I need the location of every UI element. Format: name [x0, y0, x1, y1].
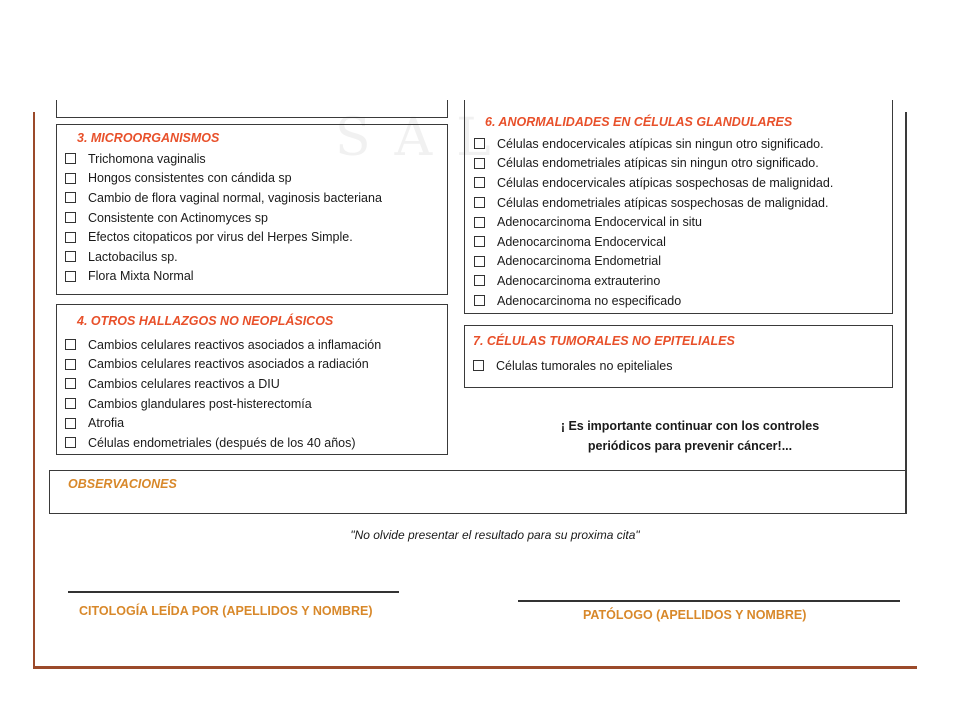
checkbox-item[interactable]: [474, 193, 833, 213]
checkbox-item[interactable]: [65, 208, 382, 228]
frame-bottom-border: [33, 666, 917, 669]
checkbox-label: Atrofia: [88, 416, 125, 431]
checkbox[interactable]: [65, 359, 76, 370]
reminder-quote: "No olvide presentar el resultado para su proxima cita": [350, 528, 640, 542]
section-title: 7. CÉLULAS TUMORALES NO EPITELIALES: [473, 334, 735, 348]
checkbox-label: Hongos consistentes con cándida sp: [88, 171, 292, 186]
checkbox-item[interactable]: [474, 212, 833, 232]
checkbox-item[interactable]: [474, 173, 833, 193]
checkbox[interactable]: [65, 153, 76, 164]
checkbox-item[interactable]: [474, 271, 833, 291]
checkbox[interactable]: [474, 138, 485, 149]
observaciones-box: [49, 470, 907, 514]
checkbox-item[interactable]: [474, 134, 833, 154]
checkbox-item[interactable]: [65, 188, 382, 208]
checkbox-label: Adenocarcinoma extrauterino: [497, 273, 661, 288]
checkbox-item[interactable]: [65, 355, 381, 375]
section-anormalidades-glandulares: [464, 100, 893, 314]
checkbox[interactable]: [473, 360, 484, 371]
checkbox[interactable]: [65, 339, 76, 350]
checkbox-item[interactable]: [474, 252, 833, 272]
checkbox[interactable]: [65, 212, 76, 223]
signature-label-right: PATÓLOGO (APELLIDOS Y NOMBRE): [583, 608, 807, 622]
checkbox-item[interactable]: [65, 374, 381, 394]
section-title: 3. MICROORGANISMOS: [77, 131, 220, 145]
checkbox-label: Células endocervicales atípicas sin ningun otro significado.: [497, 136, 824, 151]
checkbox-label: Adenocarcinoma Endocervical: [497, 234, 666, 249]
checkbox-label: Cambios celulares reactivos asociados a inflamación: [88, 337, 382, 352]
checkbox-item[interactable]: [65, 413, 381, 433]
checkbox-list: [65, 149, 382, 286]
checkbox-item[interactable]: [474, 291, 833, 311]
checkbox[interactable]: [65, 418, 76, 429]
checkbox-label: Trichomona vaginalis: [88, 151, 206, 166]
checkbox-item[interactable]: [65, 247, 382, 267]
checkbox-label: Células tumorales no epiteliales: [496, 358, 673, 373]
checkbox-label: Lactobacilus sp.: [88, 249, 178, 264]
checkbox-item[interactable]: [65, 433, 381, 453]
checkbox-list: [473, 356, 672, 376]
checkbox[interactable]: [65, 437, 76, 448]
section-title: 4. OTROS HALLAZGOS NO NEOPLÁSICOS: [77, 314, 334, 328]
checkbox-label: Cambio de flora vaginal normal, vaginosis bacteriana: [88, 190, 382, 205]
signature-label-left: CITOLOGÍA LEÍDA POR (APELLIDOS Y NOMBRE): [79, 604, 373, 618]
checkbox-item[interactable]: [65, 394, 381, 414]
checkbox-item[interactable]: [65, 149, 382, 169]
checkbox-list: [474, 134, 833, 310]
checkbox[interactable]: [65, 398, 76, 409]
checkbox[interactable]: [474, 256, 485, 267]
checkbox[interactable]: [65, 378, 76, 389]
section-title: 6. ANORMALIDADES EN CÉLULAS GLANDULARES: [485, 115, 793, 129]
reminder-line-1: ¡ Es importante continuar con los controles: [560, 419, 820, 433]
checkbox-item[interactable]: [65, 335, 381, 355]
checkbox[interactable]: [474, 217, 485, 228]
reminder-note: [520, 416, 860, 456]
checkbox-list: [65, 335, 381, 453]
checkbox-label: Células endometriales atípicas sospechosas de malignidad.: [497, 195, 829, 210]
checkbox-item[interactable]: [65, 169, 382, 189]
checkbox-label: Cambios celulares reactivos asociados a radiación: [88, 357, 369, 372]
section-celulas-tumorales: [464, 325, 893, 388]
reminder-line-2: periódicos para prevenir cáncer!...: [587, 439, 793, 453]
checkbox-label: Células endometriales atípicas sin ningun otro significado.: [497, 156, 819, 171]
checkbox[interactable]: [474, 295, 485, 306]
checkbox[interactable]: [474, 275, 485, 286]
checkbox-label: Efectos citopaticos por virus del Herpes Simple.: [88, 230, 353, 245]
checkbox-label: Flora Mixta Normal: [88, 269, 194, 284]
checkbox-label: Adenocarcinoma Endocervical in situ: [497, 215, 702, 230]
checkbox[interactable]: [65, 173, 76, 184]
checkbox-item[interactable]: [474, 154, 833, 174]
checkbox-label: Cambios glandulares post-histerectomía: [88, 396, 312, 411]
checkbox[interactable]: [65, 251, 76, 262]
checkbox-item[interactable]: [65, 227, 382, 247]
checkbox[interactable]: [474, 177, 485, 188]
checkbox[interactable]: [65, 192, 76, 203]
checkbox[interactable]: [474, 197, 485, 208]
checkbox-label: Adenocarcinoma Endometrial: [497, 254, 661, 269]
checkbox[interactable]: [65, 271, 76, 282]
checkbox-item[interactable]: [65, 267, 382, 287]
section-microorganismos: [56, 124, 448, 295]
checkbox-label: Consistente con Actinomyces sp: [88, 210, 268, 225]
checkbox-label: Cambios celulares reactivos a DIU: [88, 376, 280, 391]
checkbox-label: Adenocarcinoma no especificado: [497, 293, 682, 308]
checkbox[interactable]: [474, 158, 485, 169]
checkbox[interactable]: [474, 236, 485, 247]
signature-line-right: [518, 600, 900, 602]
checkbox-label: Células endocervicales atípicas sospechosas de malignidad.: [497, 175, 834, 190]
checkbox-item[interactable]: [474, 232, 833, 252]
section-otros-hallazgos: [56, 304, 448, 455]
frame-right-border: [905, 112, 907, 514]
observaciones-label: OBSERVACIONES: [68, 477, 177, 491]
signature-line-left: [68, 591, 399, 593]
checkbox-item[interactable]: [473, 356, 672, 376]
checkbox-label: Células endometriales (después de los 40 años): [88, 435, 356, 450]
frame-left-border: [33, 112, 35, 668]
checkbox[interactable]: [65, 232, 76, 243]
previous-section-box: [56, 100, 448, 118]
watermark-logo: SAL: [335, 108, 515, 168]
